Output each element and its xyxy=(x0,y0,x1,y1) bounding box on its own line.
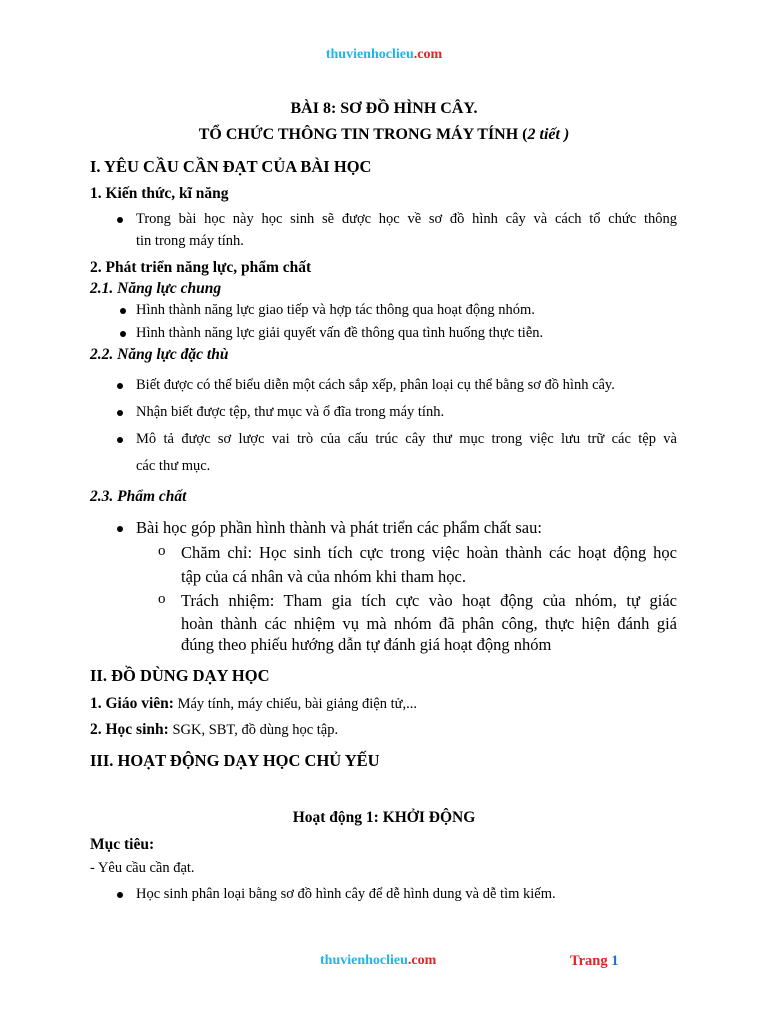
dash-line: - Yêu cầu cần đạt. xyxy=(90,860,195,876)
section1-heading: I. YÊU CẦU CẦN ĐẠT CỦA BÀI HỌC xyxy=(90,157,372,176)
sub23-o2-line3: đúng theo phiếu hướng dẫn tự đánh giá hoạt động nhóm xyxy=(181,635,552,654)
activity-title: Hoạt động 1: KHỞI ĐỘNG xyxy=(292,809,476,826)
page-title-main: TỔ CHỨC THÔNG TIN TRONG MÁY TÍNH ( xyxy=(198,126,528,143)
muctieu-label: Mục tiêu: xyxy=(90,836,155,853)
header-site-part1: thuvienhoclieu xyxy=(325,47,414,62)
page-title-italic: 2 tiết ) xyxy=(527,126,570,143)
teacher-line xyxy=(90,695,417,713)
student-line xyxy=(90,721,338,739)
page-title-line1: BÀI 8: SƠ ĐỒ HÌNH CÂY. xyxy=(290,100,478,117)
sub1-bullet-line1: Trong bài học này học sinh sẽ được học về sơ đồ hình cây và cách tổ chức thông xyxy=(136,211,677,227)
section2-heading: II. ĐỒ DÙNG DẠY HỌC xyxy=(90,666,270,685)
section1-sub1: 1. Kiến thức, kĩ năng xyxy=(90,185,229,202)
page-title-line2 xyxy=(0,126,768,144)
footer-site-part2: .com xyxy=(407,953,437,968)
activity-bullet: Học sinh phân loại bằng sơ đồ hình cây để dễ hình dung và dễ tìm kiếm. xyxy=(136,886,556,902)
sub1-bullet-line2: tin trong máy tính. xyxy=(136,233,244,249)
section3-heading: III. HOẠT ĐỘNG DẠY HỌC CHỦ YẾU xyxy=(90,751,380,770)
sub21-item: Hình thành năng lực giao tiếp và hợp tác thông qua hoạt động nhóm. xyxy=(136,302,535,318)
page-label: Trang xyxy=(570,953,612,969)
sub23-o1-line2: tập của cá nhân và của nhóm khi tham học. xyxy=(181,567,466,586)
section1-sub23: 2.3. Phẩm chất xyxy=(90,488,187,505)
bullet-icon xyxy=(117,383,123,389)
sub23-o1-line1: Chăm chỉ: Học sinh tích cực trong việc hoàn thành các hoạt động học xyxy=(181,543,677,562)
footer-site xyxy=(320,953,436,969)
page-number xyxy=(570,953,618,970)
teacher-label: 1. Giáo viên: xyxy=(90,695,174,712)
student-label: 2. Học sinh: xyxy=(90,721,169,738)
circle-bullet-icon: o xyxy=(158,543,166,559)
section1-sub22: 2.2. Năng lực đặc thù xyxy=(90,346,229,363)
sub21-item: Hình thành năng lực giải quyết vấn đề thông qua tình huống thực tiễn. xyxy=(136,325,544,341)
bullet-icon xyxy=(117,892,123,898)
header-site xyxy=(0,47,768,63)
header-site-part2: .com xyxy=(413,47,443,62)
sub22-item1: Biết được có thể biểu diễn một cách sắp xếp, phân loại cụ thể bằng sơ đồ hình cây. xyxy=(136,377,615,393)
footer-site-part1: thuvienhoclieu xyxy=(320,953,408,968)
bullet-icon xyxy=(120,331,126,337)
bullet-icon xyxy=(120,308,126,314)
sub23-o2-line1: Trách nhiệm: Tham gia tích cực vào hoạt động của nhóm, tự giác xyxy=(181,591,677,610)
section1-sub2: 2. Phát triển năng lực, phẩm chất xyxy=(90,259,312,276)
sub22-item2: Nhận biết được tệp, thư mục và ổ đĩa trong máy tính. xyxy=(136,404,445,420)
sub22-item3-line2: các thư mục. xyxy=(136,458,211,474)
teacher-text: Máy tính, máy chiếu, bài giảng điện tử,... xyxy=(173,696,417,712)
section1-sub21: 2.1. Năng lực chung xyxy=(90,280,222,297)
bullet-icon xyxy=(117,410,123,416)
student-text: SGK, SBT, đồ dùng học tập. xyxy=(168,722,339,738)
sub23-bullet: Bài học góp phần hình thành và phát triển các phẩm chất sau: xyxy=(136,518,542,537)
page-number-value: 1 xyxy=(611,953,619,969)
bullet-icon xyxy=(117,526,123,532)
sub23-o2-line2: hoàn thành các nhiệm vụ mà nhóm đã phân công, thực hiện đánh giá xyxy=(181,614,677,633)
circle-bullet-icon: o xyxy=(158,591,166,607)
bullet-icon xyxy=(117,217,123,223)
bullet-icon xyxy=(117,437,123,443)
sub22-item3-line1: Mô tả được sơ lược vai trò của cấu trúc cây thư mục trong việc lưu trữ các tệp và xyxy=(136,431,677,447)
